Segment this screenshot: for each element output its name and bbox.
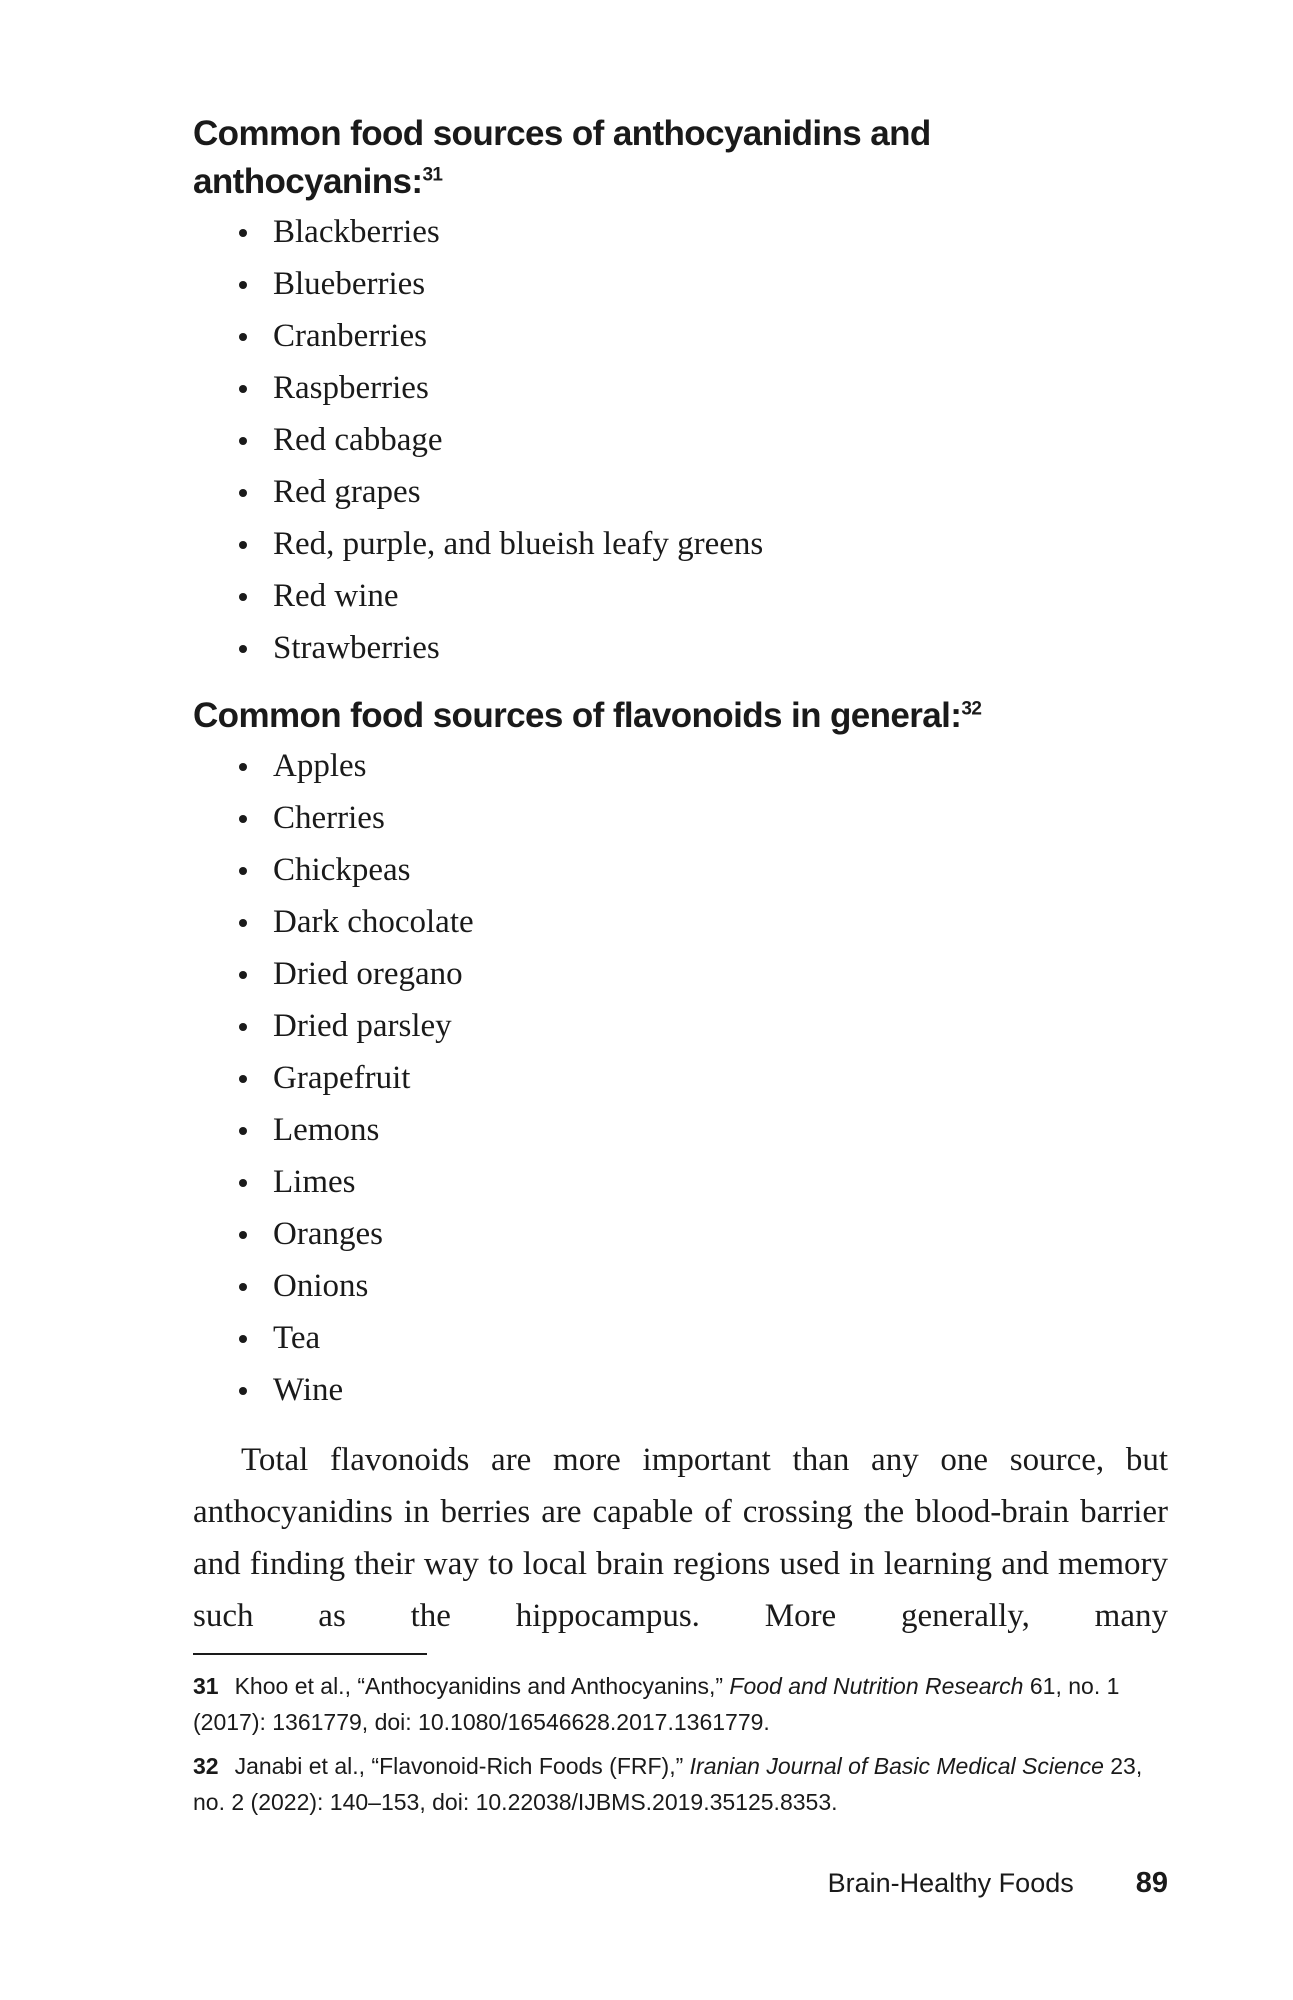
list-item: Tea xyxy=(239,1312,1168,1364)
list-item: Apples xyxy=(239,740,1168,792)
list-item: Dark chocolate xyxy=(239,896,1168,948)
list-item: Wine xyxy=(239,1364,1168,1416)
page-number: 89 xyxy=(1135,1867,1168,1899)
list-item: Blueberries xyxy=(239,258,1168,310)
list-item: Chickpeas xyxy=(239,844,1168,896)
list-item: Red wine xyxy=(239,570,1168,622)
list-item: Dried oregano xyxy=(239,948,1168,1000)
footnotes xyxy=(193,1668,1168,1828)
list-item: Strawberries xyxy=(239,622,1168,674)
list-item: Cherries xyxy=(239,792,1168,844)
list-item: Limes xyxy=(239,1156,1168,1208)
list-item: Blackberries xyxy=(239,206,1168,258)
flavonoid-sources-list xyxy=(193,740,1168,1416)
running-footer xyxy=(828,1865,1168,1901)
list-item: Dried parsley xyxy=(239,1000,1168,1052)
footnote-number: 32 xyxy=(193,1753,219,1779)
list-item: Oranges xyxy=(239,1208,1168,1260)
section-heading-flavonoids: Common food sources of flavonoids in general:$^{32}$ xyxy=(193,696,982,735)
list-item: Cranberries xyxy=(239,310,1168,362)
list-item: Red cabbage xyxy=(239,414,1168,466)
running-title: Brain-Healthy Foods xyxy=(827,1868,1074,1898)
list-item: Lemons xyxy=(239,1104,1168,1156)
footnote-31 xyxy=(193,1668,1168,1740)
page-content xyxy=(193,110,1168,1642)
footnote-32 xyxy=(193,1748,1168,1820)
footnote-journal: Food and Nutrition Research xyxy=(729,1673,1024,1699)
section-heading-anthocyanins: Common food sources of anthocyanidins and anthocyanins:$^{31}$ xyxy=(193,114,931,201)
anthocyanin-sources-list xyxy=(193,206,1168,674)
list-item: Grapefruit xyxy=(239,1052,1168,1104)
footnote-citation: 61, no. 1 (2017): 1361779, doi: 10.1080/16546628.2017.1361779. xyxy=(193,1673,1120,1735)
footnote-journal: Iranian Journal of Basic Medical Science xyxy=(689,1753,1104,1779)
footnote-number: 31 xyxy=(193,1673,219,1699)
list-item: Red, purple, and blueish leafy greens xyxy=(239,518,1168,570)
footnote-text: Khoo et al., “Anthocyanidins and Anthocyanins,” xyxy=(234,1673,730,1699)
footnote-ref-31[interactable]: 31 xyxy=(422,164,443,186)
footnote-divider xyxy=(193,1653,427,1655)
footnote-ref-32[interactable]: 32 xyxy=(961,698,982,720)
list-item: Red grapes xyxy=(239,466,1168,518)
footnote-citation: 23, no. 2 (2022): 140–153, doi: 10.22038/IJBMS.2019.35125.8353. xyxy=(193,1753,1143,1815)
body-paragraph: Total flavonoids are more important than any one source, but anthocyanidins in berries are capable of crossing the blood-brain barrier and finding their way to local brain regions used in learning and memory such as the hippocampus. More generally, many xyxy=(193,1442,1168,1634)
list-item: Onions xyxy=(239,1260,1168,1312)
footnote-text: Janabi et al., “Flavonoid-Rich Foods (FRF),” xyxy=(234,1753,690,1779)
list-item: Raspberries xyxy=(239,362,1168,414)
